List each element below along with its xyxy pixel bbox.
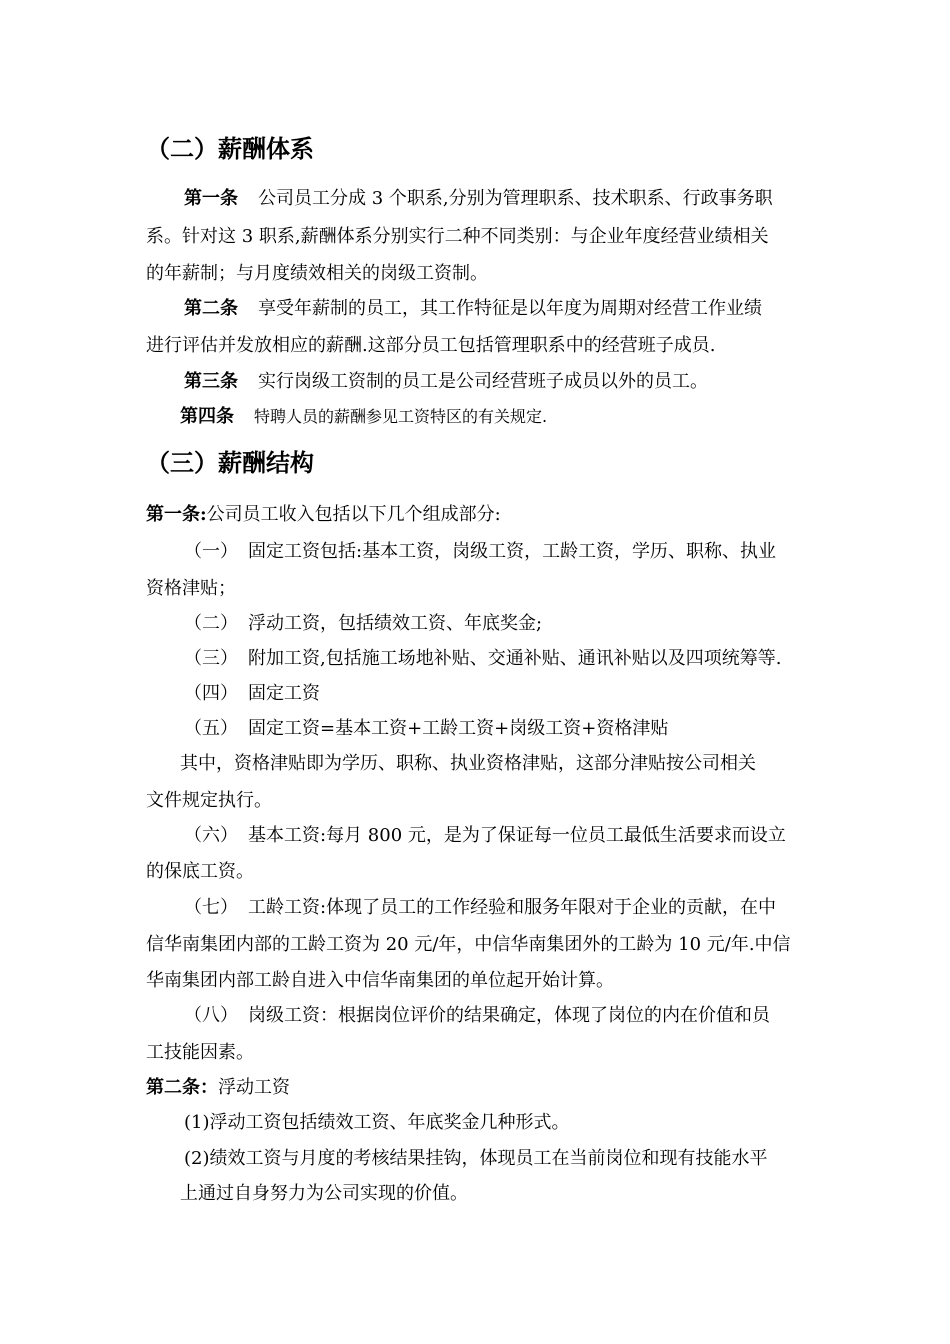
article-2-label: 第二条 [184, 298, 238, 319]
item-3 [184, 647, 810, 671]
structure-article-2-label: 第二条： [146, 1077, 218, 1098]
article-4-label: 第四条 [180, 406, 234, 427]
floating-item-2-line-2: 上通过自身努力为公司实现的价值。 [180, 1183, 468, 1204]
article-3-text: 实行岗级工资制的员工是公司经营班子成员以外的员工。 [258, 371, 708, 392]
article-2-line-2: 进行评估并发放相应的薪酬.这部分员工包括管理职系中的经营班子成员. [146, 335, 716, 356]
section-title-salary-system: （二）薪酬体系 [146, 135, 314, 163]
structure-article-2 [146, 1076, 810, 1100]
structure-article-2-text: 浮动工资 [218, 1077, 290, 1098]
item-4-number: （四） [184, 683, 238, 704]
article-3-label: 第三条 [184, 371, 238, 392]
structure-article-1 [146, 503, 810, 527]
article-2-text: 享受年薪制的员工，其工作特征是以年度为周期对经营工作业绩 [258, 298, 762, 319]
article-1-label: 第一条 [184, 188, 238, 209]
item-3-text: 附加工资,包括施工场地补贴、交通补贴、通讯补贴以及四项统筹等. [248, 648, 782, 669]
structure-article-1-text: 公司员工收入包括以下几个组成部分: [206, 504, 501, 525]
item-5 [184, 717, 810, 741]
article-3-line-1 [184, 370, 810, 394]
item-8-number: （八） [184, 1005, 238, 1026]
item-6-number: （六） [184, 825, 238, 846]
item-8-text: 岗级工资：根据岗位评价的结果确定，体现了岗位的内在价值和员 [248, 1005, 770, 1026]
item-7-line-3: 华南集团内部工龄自进入中信华南集团的单位起开始计算。 [146, 970, 614, 991]
article-2-line-1 [184, 297, 810, 321]
item-8-line-2: 工技能因素。 [146, 1042, 254, 1063]
item-5-number: （五） [184, 718, 238, 739]
article-1-line-2: 系。针对这 3 职系,薪酬体系分别实行二种不同类别：与企业年度经营业绩相关 [146, 226, 769, 247]
item-2-text: 浮动工资，包括绩效工资、年底奖金; [248, 613, 543, 634]
note-line-2: 文件规定执行。 [146, 790, 272, 811]
section-title-salary-structure: （三）薪酬结构 [146, 449, 314, 477]
item-8-line-1 [184, 1004, 810, 1028]
item-1-text: 固定工资包括:基本工资，岗级工资，工龄工资，学历、职称、执业 [248, 541, 777, 562]
note-line-1: 其中，资格津贴即为学历、职称、执业资格津贴，这部分津贴按公司相关 [180, 753, 756, 774]
item-6-text: 基本工资:每月 800 元，是为了保证每一位员工最低生活要求而设立 [248, 825, 786, 846]
article-1-line-3: 的年薪制；与月度绩效相关的岗级工资制。 [146, 263, 488, 284]
article-4-text: 特聘人员的薪酬参见工资特区的有关规定. [254, 407, 548, 426]
item-4 [184, 682, 810, 706]
item-2 [184, 612, 810, 636]
item-7-number: （七） [184, 897, 238, 918]
item-1-number: （一） [184, 541, 238, 562]
item-7-line-1 [184, 896, 810, 920]
item-4-text: 固定工资 [248, 683, 320, 704]
item-6-line-1 [184, 824, 810, 848]
item-7-line-2: 信华南集团内部的工龄工资为 20 元/年，中信华南集团外的工龄为 10 元/年.中信 [146, 934, 791, 955]
article-4-line-1 [180, 405, 810, 429]
floating-item-2-line-1: (2)绩效工资与月度的考核结果挂钩，体现员工在当前岗位和现有技能水平 [184, 1148, 768, 1169]
item-1-line-2: 资格津贴； [146, 578, 236, 599]
item-5-text: 固定工资=基本工资+工龄工资+岗级工资+资格津贴 [248, 718, 669, 739]
article-1-line-1 [184, 187, 810, 211]
item-1-line-1 [184, 540, 810, 564]
item-6-line-2: 的保底工资。 [146, 861, 254, 882]
item-3-number: （三） [184, 648, 238, 669]
item-7-text: 工龄工资:体现了员工的工作经验和服务年限对于企业的贡献，在中 [248, 897, 777, 918]
item-2-number: （二） [184, 613, 238, 634]
article-1-text: 公司员工分成 3 个职系,分别为管理职系、技术职系、行政事务职 [258, 188, 773, 209]
floating-item-1: (1)浮动工资包括绩效工资、年底奖金几种形式。 [184, 1112, 570, 1133]
structure-article-1-label: 第一条: [146, 504, 207, 525]
